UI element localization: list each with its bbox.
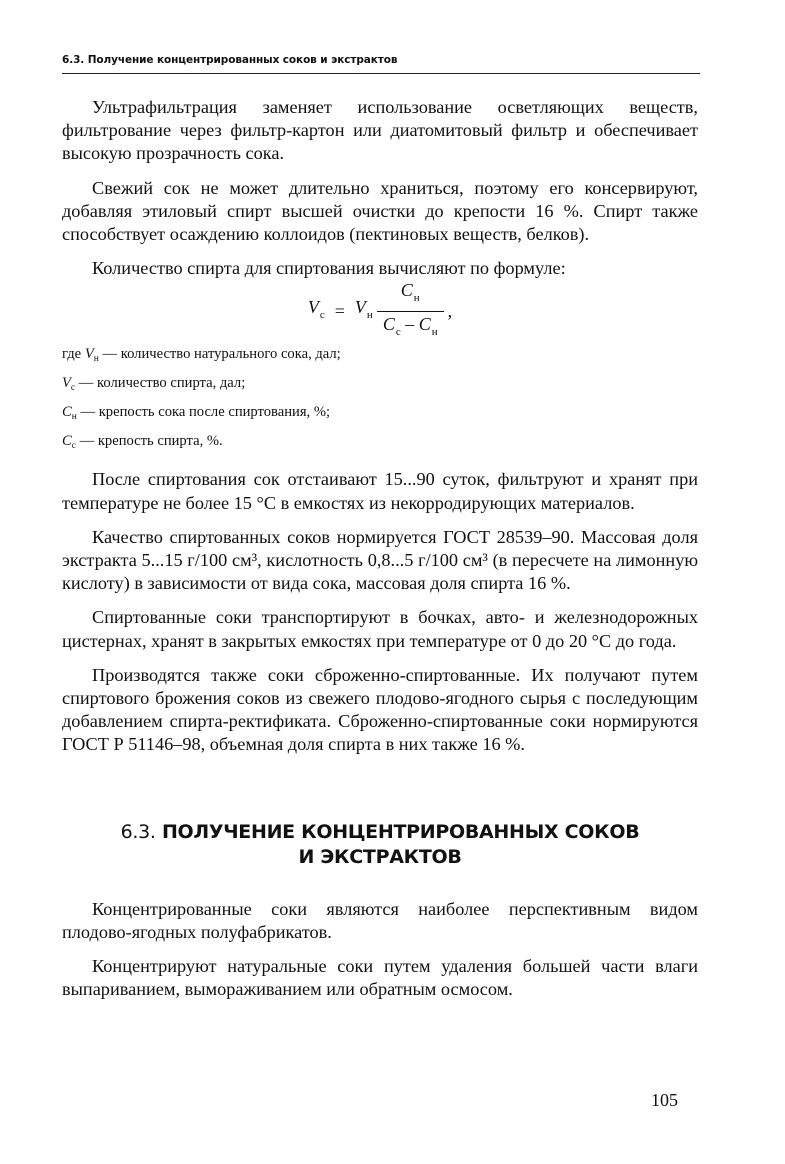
section-heading: [62, 820, 698, 870]
section-number: 6.3.: [120, 820, 156, 843]
formula-fraction: [377, 279, 444, 344]
formula-factor: $V_н$: [354, 296, 373, 321]
header-rule: [62, 73, 700, 74]
legend-item: $V_с$ — количество спирта, дал;: [62, 375, 246, 394]
section-heading-line2: И ЭКСТРАКТОВ: [298, 845, 462, 868]
section-heading-line1: 6.3. ПОЛУЧЕНИЕ КОНЦЕНТРИРОВАННЫХ СОКОВ: [120, 820, 640, 843]
legend-item: где $V_н$ — количество натурального сока, дал;: [62, 346, 341, 365]
fraction-denominator: $C_с - C_н$: [377, 311, 444, 344]
paragraph-formula-intro: Количество спирта для спиртования вычисляют по формуле:: [92, 258, 566, 279]
spirit-formula: [62, 279, 698, 340]
formula-lhs: $V_с$: [307, 296, 325, 321]
legend-item: $C_н$ — крепость сока после спиртования, %;: [62, 404, 331, 423]
paragraph-concentrated: Концентрированные соки являются наиболее перспективным видом плодово-ягодных полуфабрикатов.: [62, 898, 698, 942]
legend-item: $C_с$ — крепость спирта, %.: [62, 433, 223, 452]
formula-equals: =: [334, 300, 345, 321]
running-head: 6.3. Получение концентрированных соков и экстрактов: [62, 54, 398, 66]
page-body: [62, 96, 698, 1012]
paragraph-settling: После спиртования сок отстаивают 15...90 суток, фильтруют и хранят при температуре не более 15 °С в емкостях из некорродирующих материалов.: [62, 469, 698, 513]
paragraph-ultrafiltration: Ультрафильтрация заменяет использование осветляющих веществ, фильтрование через фильтр-картон или диатомитовый фильтр и обеспечивает высокую прозрачность сока.: [62, 97, 698, 164]
formula-comma: ,: [447, 300, 453, 321]
paragraph-quality: Качество спиртованных соков нормируется ГОСТ 28539–90. Массовая доля экстракта 5...15 г/100 см³, кислотность 0,8...5 г/100 см³ (в пересчете на лимонную кислоту) в зависимости от вида сока, массовая доля спирта 16 %.: [62, 526, 698, 594]
page-number: 105: [651, 1090, 678, 1110]
fraction-numerator: $C_н$: [400, 279, 420, 304]
paragraph-fermented: Производятся также соки сброженно-спиртованные. Их получают путем спиртового брожения соков из свежего плодово-ягодного сырья с последующим добавлением спирта-ректификата. Сброженно-спиртованные соки нормируются ГОСТ Р 51146–98, объемная доля спирта в них также 16 %.: [62, 664, 698, 755]
paragraph-preservation: Свежий сок не может длительно храниться, поэтому его консервируют, добавляя этиловый спирт высшей очистки до крепости 16 %. Спирт также способствует осаждению коллоидов (пектиновых веществ, белков).: [62, 177, 698, 245]
paragraph-transport: Спиртованные соки транспортируют в бочках, авто- и железнодорожных цистернах, хранят в закрытых емкостях при температуре от 0 до 20 °С до года.: [62, 607, 698, 651]
formula-legend: [62, 342, 698, 458]
paragraph-concentration-methods: Концентрируют натуральные соки путем удаления большей части влаги выпариванием, вымораживанием или обратным осмосом.: [62, 956, 698, 1000]
